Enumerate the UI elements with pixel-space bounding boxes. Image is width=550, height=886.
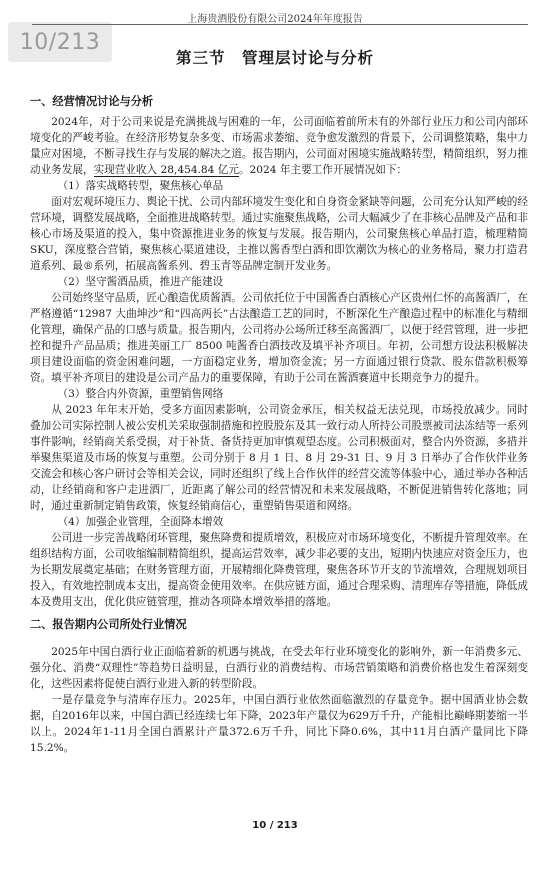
revenue-highlight: 实现营业收入 28,454.84 亿元: [93, 164, 239, 176]
heading-industry-situation: 二、报告期内公司所处行业情况: [30, 618, 187, 631]
intro-text-b: 。2024 年主要工作开展情况如下：: [238, 164, 408, 176]
industry-paragraph-2: 一是存量竞争与清库存压力。2025年，中国白酒行业依然面临激烈的存量竞争。据中国酒业协会数据，自2016年以来，中国白酒已经连续七年下降，2023年产量仅为629万千升，产能相比巅峰期萎缩一半以上。2024年1-11月全国白酒累计产量372.6万千升，同比下降0.6%，其中11月白酒产量同比下降15.2%。: [30, 694, 528, 754]
page-number: 10 / 213: [252, 820, 298, 831]
item-3-title: （3）整合内外资源，重塑销售网络: [57, 388, 224, 400]
heading-business-discussion: 一、经营情况讨论与分析: [30, 95, 154, 108]
item-4-body: 公司进一步完善战略闭环管理，聚焦降费和提质增效，积极应对市场环境变化，不断提升管理效率。在组织结构方面，公司收缩编制精简组织，提高运营效率，减少非必要的支出，短期内快速应对资金压力，也为长期发展奠定基础；在财务管理方面，开展精细化降费管理，聚焦各环节开支的节流增效，合理规划项目投入，有效地控制成本支出，提高资金使用效率。在供应链方面，通过合理采购、清理库存等措施，降低成本及费用支出，优化供应链管理，推动各项降本增效举措的落地。: [30, 532, 528, 608]
item-2-title: （2）坚守酱酒品质，推进产能建设: [57, 276, 224, 288]
item-2-body: 公司始终坚守品质，匠心酿造优质酱酒。公司依托位于中国酱香白酒核心产区贵州仁怀的高酱酒厂，在严格遵循“12987 大曲坤沙”和“四高两长”古法酿造工艺的同时，不断深化生产酿造过程中的标准化与精细化管理，确保产品的口感与质量。报告期内，公司将办公场所迁移至高酱酒厂，以便于经营管理，进一步把控和提升产品品质；推进美丽工厂 8500 吨酱香白酒技改及填平补齐项目。年初，公司想方设法积极解决项目建设面临的资金困难问题，一方面稳定业务，增加资金流；另一方面通过银行贷款、股东借款积极筹资。填平补齐项目的建设是公司产品力的重要保障，有助于公司在酱酒赛道中长期竞争力的提升。: [30, 292, 528, 384]
section-title: 第三节 管理层讨论与分析: [175, 49, 374, 67]
item-4-title: （4）加强企业管理，全面降本增效: [57, 516, 224, 528]
page-counter-badge: 10/213: [8, 22, 112, 62]
document-body: [30, 94, 528, 756]
intro-text-a: 2024年，对于公司来说是充满挑战与困难的一年，公司面临着前所未有的外部行业压力和公司内部环境变化的严峻考验。在经济形势复杂多变、市场需求萎缩、竞争愈发激烈的背景下，公司调整策略，集中力量应对困境，不断寻找生存与发展的解决之道。报告期内，公司面对困境实施战略转型，精简组织，努力推动业务发展，: [30, 116, 528, 176]
item-1-title: （1）落实战略转型，聚焦核心单品: [57, 180, 224, 192]
intro-paragraph: [30, 114, 528, 178]
item-1-body: 面对宏观环境压力、舆论干扰、公司内部环境发生变化和自身资金紧缺等问题，公司充分认知严峻的经营环境，调整发展战略，全面推进战略转型。通过实施聚焦战略，公司大幅减少了在非核心品牌及产品和非核心市场及渠道的投入，集中资源推进业务的恢复与发展。报告期内，公司聚焦核心单品打造，梳理精简 SKU，深度整合营销，聚焦核心渠道建设，主推以酱香型白酒和即饮潮饮为核心的业务格局，聚力打造君道系列、最®系列，拓展高酱系列、碧玉青等品牌定制开发业务。: [30, 196, 528, 272]
item-3-body: 从 2023 年年末开始，受多方面因素影响，公司资金承压，相关权益无法兑现，市场投放减少。同时叠加公司实际控制人被公安机关采取强制措施和控股股东及其一致行动人所持公司股票被司法冻结等一系列事件影响，经销商关系受损，对于补货、备货持更加审慎观望态度。公司积极面对，整合内外资源，多措并举聚焦渠道及市场的恢复与重塑。公司分别于 8 月 1 日、8 月 29-31 日、9 月 3 日举办了合作伙伴业务交流会和核心客户研讨会等相关会议，同时还组织了线上合作伙伴的经营交流等体验中心，通过举办各种活动，让经销商和客户走进酒厂，近距离了解公司的经营情况和未来发展战略，不断促进销售转化落地；同时，通过重新制定销售政策，恢复经销商信心，重塑销售渠道和网络。: [30, 404, 528, 512]
header-divider: [32, 24, 528, 25]
industry-paragraph-1: 2025年中国白酒行业正面临着新的机遇与挑战，在受去年行业环境变化的影响外，新一年消费多元、强分化、消费“双理性”等趋势日益明显，白酒行业的消费结构、市场营销策略和消费价格也发生着深刻变化，这些因素将促使白酒行业进入新的转型阶段。: [30, 646, 528, 690]
running-header: 上海贵酒股份有限公司2024年年度报告: [187, 14, 363, 25]
